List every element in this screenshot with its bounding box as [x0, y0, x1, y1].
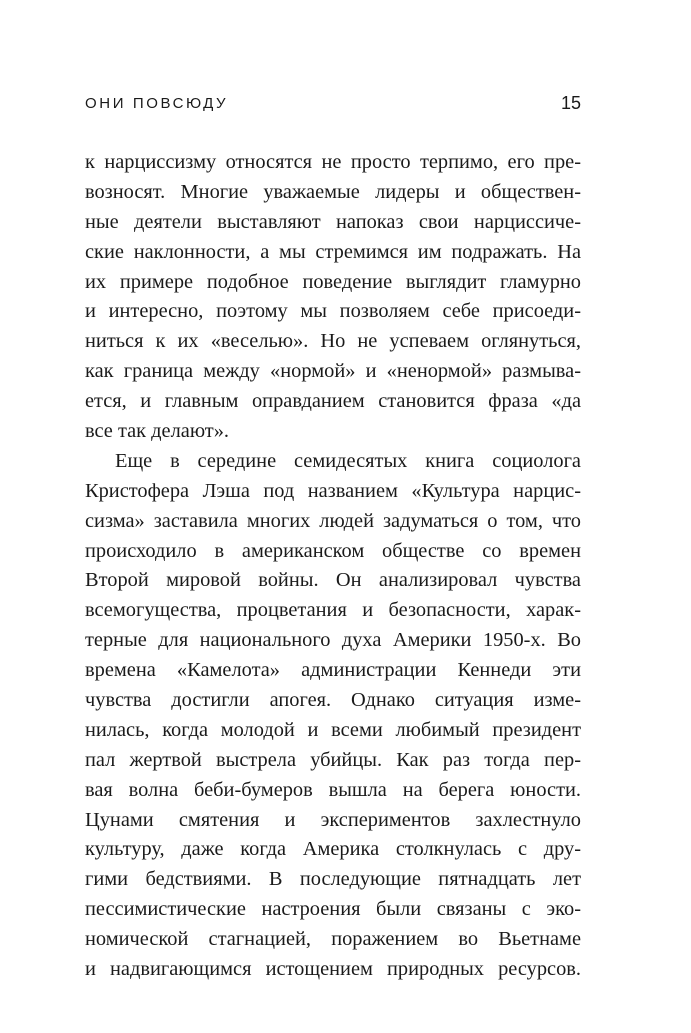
text-line: пессимистические настроения были связаны с эко- [85, 898, 581, 921]
text-line: гими бедствиями. В последующие пятнадцать лет [85, 868, 581, 891]
running-head-title: ОНИ ПОВСЮДУ [85, 95, 229, 112]
text-line: Еще в середине семидесятых книга социолога [115, 449, 581, 472]
text-line: как граница между «нормой» и «ненормой» размыва- [85, 360, 581, 383]
text-line: Цунами смятения и экспериментов захлестнуло [85, 808, 581, 831]
page-number: 15 [560, 93, 581, 113]
text-line: пал жертвой выстрела убийцы. Как раз тогда пер- [85, 748, 581, 771]
text-line: и интересно, поэтому мы позволяем себе присоеди- [85, 300, 581, 323]
paragraph-2 [85, 447, 581, 985]
text-line: сизма» заставила многих людей задуматься о том, что [85, 509, 581, 532]
text-line: чувства достигли апогея. Однако ситуация изме- [85, 689, 581, 712]
text-line: терные для национального духа Америки 1950-х. Во [85, 629, 581, 652]
text-line: ется, и главным оправданием становится фраза «да [85, 390, 581, 413]
text-line: их примере подобное поведение выглядит гламурно [85, 270, 581, 293]
text-line: Кристофера Лэша под названием «Культура нарцис- [85, 479, 581, 502]
text-line: нилась, когда молодой и всеми любимый президент [85, 718, 581, 741]
text-line: ные деятели выставляют напоказ свои нарциссиче- [85, 210, 581, 233]
text-line: номической стагнацией, поражением во Вьетнаме [85, 928, 581, 951]
text-line: Второй мировой войны. Он анализировал чувства [85, 569, 581, 592]
text-line: вая волна беби-бумеров вышла на берега юности. [85, 778, 581, 801]
text-line: происходило в американском обществе со времен [85, 539, 581, 562]
text-line: и надвигающимся истощением природных ресурсов. [85, 958, 581, 981]
body-text [85, 148, 581, 985]
text-line: к нарциссизму относятся не просто терпимо, его пре- [85, 151, 581, 173]
text-line: ниться к их «веселью». Но не успеваем оглянуться, [85, 330, 581, 353]
text-line: ские наклонности, а мы стремимся им подражать. На [85, 240, 581, 263]
paragraph-1 [85, 148, 581, 447]
text-line: все так делают». [85, 420, 229, 443]
text-line: возносят. Многие уважаемые лидеры и обществен- [85, 180, 581, 203]
text-line: времена «Камелота» администрации Кеннеди эти [85, 659, 581, 682]
text-line: культуру, даже когда Америка столкнулась с дру- [85, 838, 581, 861]
text-line: всемогущества, процветания и безопасности, харак- [85, 599, 581, 622]
